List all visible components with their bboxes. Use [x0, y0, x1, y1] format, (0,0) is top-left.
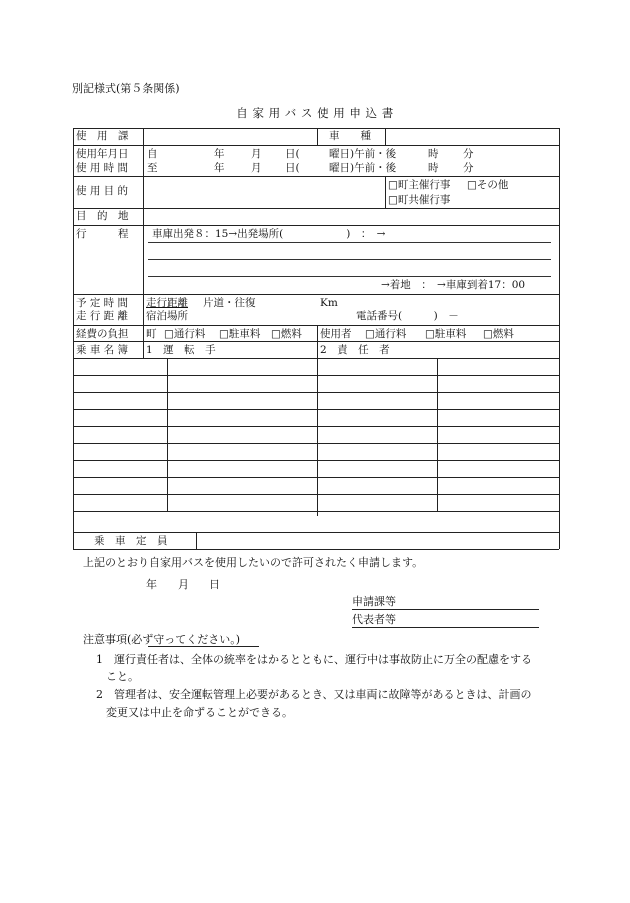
purpose-option-town-cohosted[interactable]: □町共催行事 [388, 194, 451, 206]
itinerary-end: →着地 ： →車庫到着17：00 [381, 279, 526, 291]
distance-unit: Km [320, 297, 338, 309]
representative-label: 代表者等 [352, 613, 396, 626]
cost-label: 経費の負担 [76, 328, 129, 340]
distance-label: 走 行 距 離 [76, 310, 129, 322]
distance-text: 走行距離 [146, 297, 188, 309]
application-statement: 上記のとおり自家用バスを使用したいので許可されたく申請します。 [83, 556, 424, 569]
date-day: 日 [209, 578, 220, 591]
cost-user: 使用者 [320, 328, 352, 340]
lodging-label: 宿泊場所 [146, 310, 188, 322]
purpose-option-town-hosted[interactable]: □町主催行事 [388, 179, 451, 191]
note-2-line-2: 変更又は中止を命ずることができる。 [106, 706, 293, 719]
town-toll-checkbox[interactable]: □通行料 [164, 328, 206, 340]
dept-label: 使 用 課 [76, 130, 129, 142]
form-title: 自 家 用 バ ス 使 用 申 込 書 [236, 106, 394, 120]
representative-line[interactable] [352, 627, 539, 628]
day-1: 日( [285, 148, 300, 160]
destination-label: 目 的 地 [76, 210, 129, 222]
weekday-2: 曜日)午前・後 [329, 162, 397, 174]
user-toll-checkbox[interactable]: □通行料 [365, 328, 407, 340]
minute-1: 分 [463, 148, 474, 160]
user-parking-checkbox[interactable]: □駐車料 [425, 328, 467, 340]
applicant-dept-label: 申請課等 [352, 595, 396, 608]
minute-2: 分 [463, 162, 474, 174]
applicant-dept-line[interactable] [352, 609, 539, 610]
time-label: 使 用 時 間 [76, 162, 129, 174]
date-year: 年 [146, 578, 157, 591]
cost-town: 町 [146, 328, 157, 340]
driver-label: 1 運 転 手 [146, 344, 216, 356]
note-2-line-1: 2 管理者は、安全運転管理上必要があるとき、又は車両に故障等があるときは、計画の [96, 688, 532, 701]
month-2: 月 [251, 162, 262, 174]
distance-mode: 片道・往復 [203, 297, 256, 309]
note-1-line-1: 1 運行責任者は、全体の統率をはかるとともに、運行中は事故防止に万全の配慮をする [96, 653, 532, 666]
purpose-option-other[interactable]: □その他 [467, 179, 509, 191]
itinerary-label: 行 程 [76, 228, 129, 240]
weekday-1: 曜日)午前・後 [329, 148, 397, 160]
town-parking-checkbox[interactable]: □駐車料 [219, 328, 261, 340]
year-2: 年 [214, 162, 225, 174]
passenger-roster-label: 乗 車 名 簿 [76, 344, 129, 356]
itinerary-start: 車庫出発８：15→出発場所( ) ： → [152, 228, 386, 240]
town-fuel-checkbox[interactable]: □燃料 [271, 328, 302, 340]
day-2: 日( [285, 162, 300, 174]
vehicle-type-label: 車 種 [329, 130, 371, 142]
note-1-line-2: こと。 [106, 670, 139, 683]
date-label: 使用年月日 [76, 148, 129, 160]
manager-label: 2 責 任 者 [320, 344, 390, 356]
notes-heading: 注意事項(必ず守ってください。) [83, 633, 241, 646]
year-1: 年 [214, 148, 225, 160]
date-month: 月 [178, 578, 189, 591]
purpose-label: 使 用 目 的 [76, 185, 129, 197]
appendix-reference: 別記様式(第５条関係) [72, 82, 180, 95]
planned-time-label: 予 定 時 間 [76, 297, 129, 309]
user-fuel-checkbox[interactable]: □燃料 [483, 328, 514, 340]
date-to: 至 [147, 162, 158, 174]
hour-2: 時 [428, 162, 439, 174]
month-1: 月 [251, 148, 262, 160]
capacity-label: 乗 車 定 員 [94, 535, 168, 547]
phone-label: 電話番号( ) － [356, 310, 459, 322]
date-from: 自 [147, 148, 158, 160]
hour-1: 時 [428, 148, 439, 160]
